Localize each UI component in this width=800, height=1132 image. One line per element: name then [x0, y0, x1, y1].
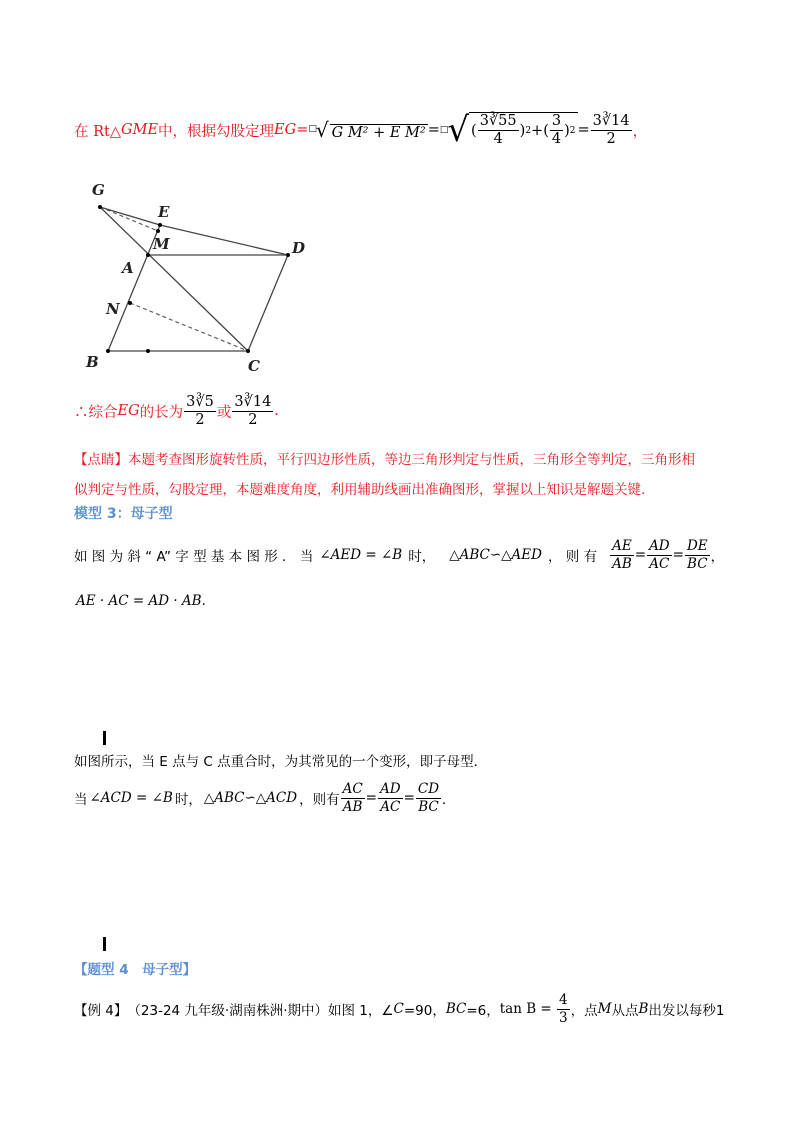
answer-b-fraction: $\frac{3∛14}{2}$: [234, 393, 272, 428]
label-a: A: [122, 259, 134, 277]
p4-end: ．: [442, 792, 456, 808]
image-marker-2: [103, 937, 106, 951]
label-d: D: [292, 239, 306, 257]
point-m: [156, 229, 160, 233]
p1-text-b: 时，: [408, 549, 436, 565]
or-text: 或: [216, 404, 232, 421]
model3-para3: 如图所示，当 E 点与 C 点重合时，为其常见的一个变形，即子母型．: [74, 754, 488, 770]
comment-line-1: 本题考查图形旋转性质，平行四边形性质，等边三角形判定与性质，三角形全等判定，三角形相: [128, 452, 695, 468]
step-mid: 中，根据勾股定理: [158, 123, 275, 140]
p1-text-c: ， 则 有: [547, 549, 598, 565]
model3-heading: 模型 3：母子型: [74, 506, 173, 522]
point-b: [106, 349, 110, 353]
example4-b: B: [638, 1001, 649, 1017]
p4-text-c: ，则有: [299, 792, 340, 808]
frac-3-over-4: $\frac{3}{4}$: [551, 113, 562, 147]
label-n: N: [106, 300, 120, 318]
p4-ratio: $\frac{AC}{AB}$ = $\frac{AD}{AC}$ = $\frac{CD}{BC}$: [342, 780, 440, 815]
equals-3: =: [577, 122, 590, 138]
point-c: [246, 349, 250, 353]
point-n: [128, 301, 132, 305]
radical-sum: □ √ ( $\frac{3∛55}{4}$ ) 2 + ( $\frac{3}{4}$ ) 2: [439, 110, 576, 150]
example4-tag: 【例 4】: [74, 1003, 128, 1019]
conclusion-line: [74, 390, 279, 432]
example4-eq: =: [536, 1001, 557, 1017]
conclusion-text: 的长为: [139, 404, 184, 421]
p4-text-b: 时，: [174, 792, 202, 808]
triangle-name: GME: [121, 122, 159, 138]
point-e: [158, 223, 162, 227]
label-b: B: [86, 353, 99, 371]
point-g: [98, 205, 102, 209]
example4-m: M: [597, 1001, 612, 1017]
step-prefix: 在 Rt△: [74, 123, 122, 140]
p1-similarity: △ABC∽△AED: [449, 547, 542, 563]
model3-para4: [74, 776, 456, 820]
equals-1: =: [296, 122, 309, 138]
step-tail: ，: [632, 123, 648, 140]
comment-tag: 【点睛】: [74, 452, 128, 468]
pythagoras-step: [74, 108, 647, 152]
example4-line: [74, 987, 724, 1031]
p4-condition: ∠ACD = ∠B: [89, 790, 173, 806]
model3-para1: [74, 535, 724, 575]
example4-tan: tan B: [499, 1001, 537, 1017]
segment-ed: [160, 225, 288, 255]
dashed-nc: [130, 303, 248, 351]
p2-product: AE · AC = AD · AB: [76, 593, 202, 609]
therefore-text: ∴综合: [74, 404, 118, 421]
label-g: G: [92, 181, 105, 199]
example4-text-d: ，点: [570, 1003, 598, 1019]
point-d: [286, 253, 290, 257]
label-e: E: [158, 203, 170, 221]
tan-fraction: $\frac{4}{3}$: [559, 991, 568, 1026]
point-a: [146, 253, 150, 257]
answer-a-fraction: $\frac{3∛5}{2}$: [186, 393, 214, 428]
type4-heading: 【题型 4 母子型】: [74, 962, 197, 978]
example4-text-b: =90，: [403, 1003, 446, 1019]
example4-text-a: （23-24 九年级·湖南株洲·期中）如图 1，∠: [127, 1003, 394, 1019]
frac-3root55-over-4: $\frac{3∛55}{4}$: [479, 113, 517, 147]
comment-line-2: 似判定与性质，勾股定理，本题难度角度，利用辅助线画出准确图形，掌握以上知识是解题关键.: [74, 482, 646, 498]
radical-expr: □√ G M² + E M²: [308, 118, 426, 142]
p1-condition: ∠AED = ∠B: [319, 547, 403, 563]
segment-eg: EG: [274, 122, 297, 138]
p1-ratio: $\frac{AE}{AB}$ = $\frac{AD}{AC}$ = $\frac{DE}{BC}$: [612, 537, 708, 572]
dashed-gm: [100, 207, 158, 231]
conclusion-eg: EG: [117, 403, 140, 419]
example4-c: C: [393, 1001, 404, 1017]
p4-similarity: △ABC∽△ACD: [203, 790, 298, 806]
example4-bc: BC: [445, 1001, 467, 1017]
conclusion-end: .: [274, 403, 279, 419]
point-bc-mid: [146, 349, 150, 353]
equals-2: =: [427, 122, 440, 138]
segment-dc: [248, 255, 288, 351]
p2-end: ．: [201, 593, 216, 609]
example4-text-e: 从点: [611, 1003, 639, 1019]
model3-para2: [76, 589, 215, 609]
image-marker: [103, 731, 106, 745]
p4-text-a: 当: [74, 792, 88, 808]
p1-text-a: 如 图 为 斜 “ A” 字 型 基 本 图 形 ． 当: [74, 549, 314, 565]
p1-end: ，: [710, 549, 725, 565]
example4-text-f: 出发以每秒1: [648, 1003, 725, 1019]
example4-text-c: =6，: [466, 1003, 500, 1019]
result-fraction: $\frac{3∛14}{2}$: [592, 112, 630, 147]
geometry-figure: [80, 175, 320, 375]
label-c: C: [248, 357, 260, 375]
comment-block: [74, 445, 734, 505]
label-m: M: [153, 235, 170, 253]
